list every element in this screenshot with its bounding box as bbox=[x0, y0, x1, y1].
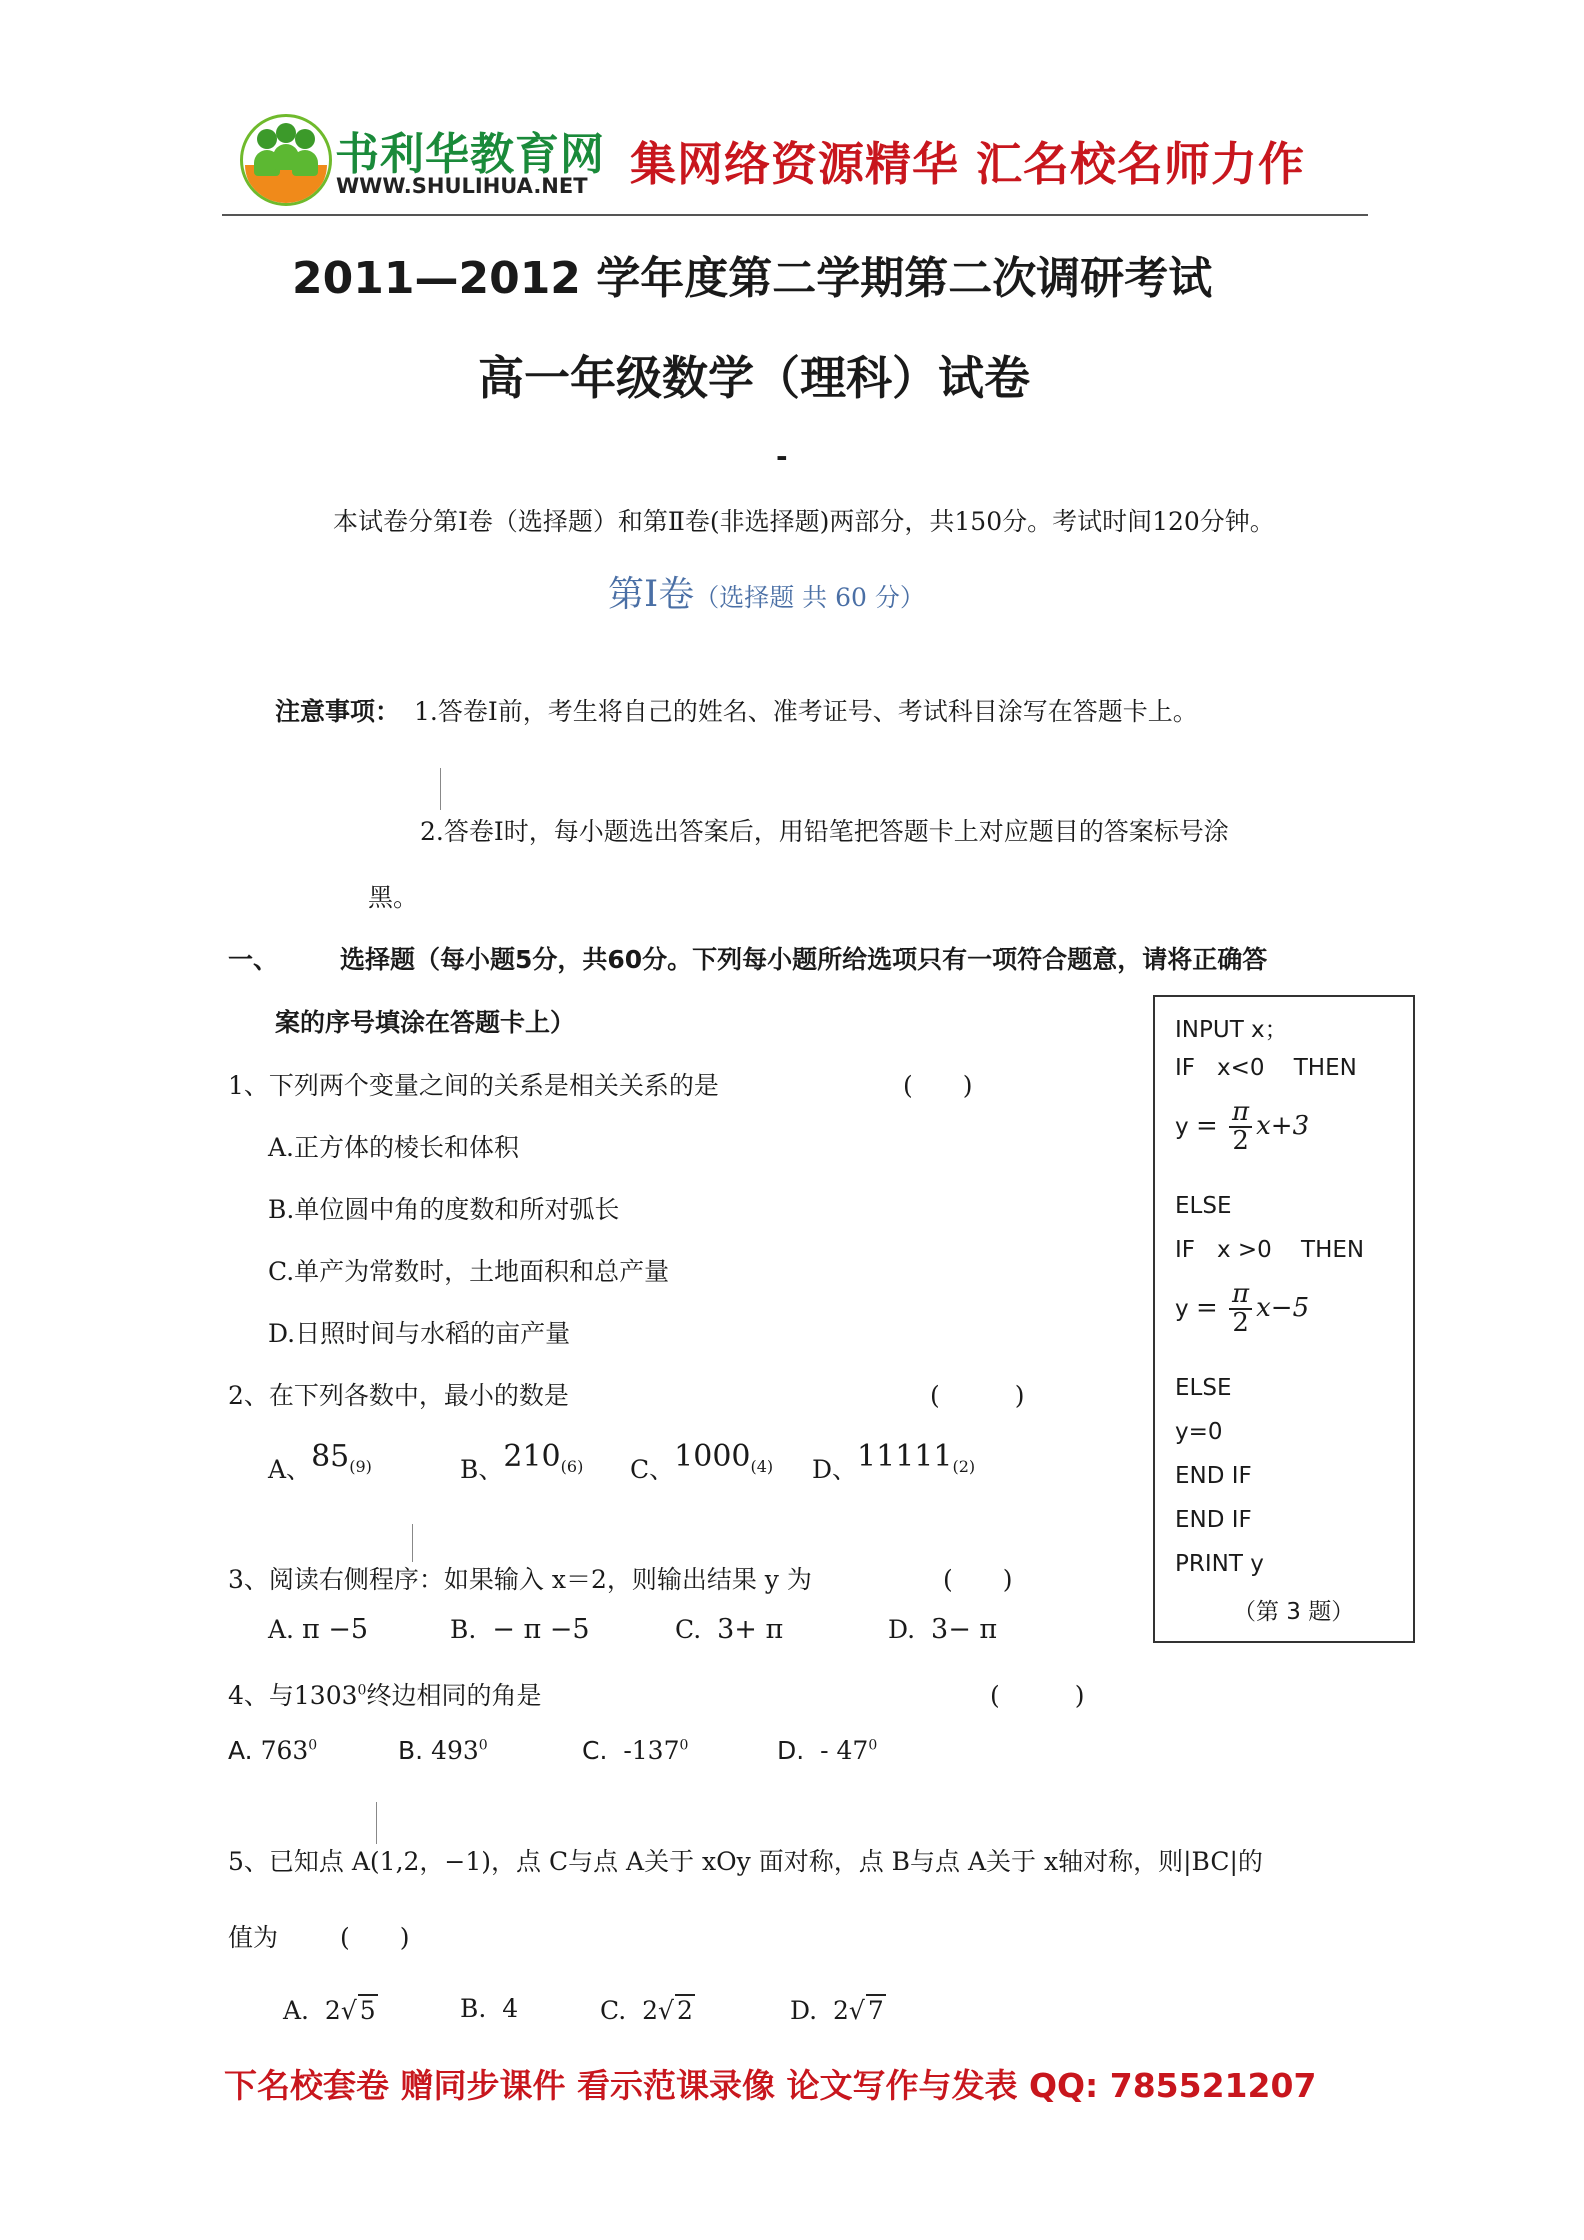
option-d-base: (2) bbox=[952, 1457, 976, 1476]
option-a-coefficient: 2 bbox=[324, 1996, 341, 2025]
option-a-radicand: 5 bbox=[359, 1996, 376, 2025]
option-b-label: B. bbox=[460, 1994, 487, 2023]
question-5-option-a: A. 2√ 5 bbox=[283, 1996, 376, 2025]
option-d-label: D. bbox=[790, 1996, 818, 2025]
notice-item-2: 2.答卷Ⅰ时，每小题选出答案后，用铅笔把答题卡上对应题目的答案标号涂 bbox=[420, 817, 1229, 846]
degree-sup: 0 bbox=[478, 1737, 488, 1754]
program-line-else-2: ELSE bbox=[1175, 1375, 1232, 1401]
option-c-label: C. bbox=[675, 1615, 702, 1644]
question-3-option-b bbox=[450, 1614, 590, 1645]
option-b-value: 4 bbox=[502, 1994, 519, 2023]
option-b-label: B、 bbox=[460, 1455, 504, 1484]
section-heading-main: 第Ⅰ卷 bbox=[608, 574, 695, 615]
question-5-stem-cont: 值为 bbox=[228, 1923, 279, 1952]
option-a-label: A. bbox=[268, 1615, 295, 1644]
option-a-value: π −5 bbox=[301, 1614, 369, 1645]
header-slogan: 集网络资源精华 汇名校名师力作 bbox=[630, 137, 1306, 191]
question-5-option-c: C. 2√ 2 bbox=[600, 1996, 693, 2025]
exam-title: 2011—2012 学年度第二学期第二次调研考试 bbox=[292, 253, 1213, 304]
intro-text: 本试卷分第Ⅰ卷（选择题）和第Ⅱ卷(非选择题)两部分，共150分。考试时间120分钟。 bbox=[333, 507, 1275, 536]
option-c-label: C. bbox=[600, 1996, 627, 2025]
part-heading-cont: 案的序号填涂在答题卡上） bbox=[275, 1008, 576, 1037]
question-1-answer-blank: ( ) bbox=[903, 1071, 973, 1100]
option-d-label: D、 bbox=[812, 1455, 858, 1484]
question-3-answer-blank: ( ) bbox=[943, 1565, 1013, 1594]
scan-mark bbox=[440, 768, 441, 810]
option-a-label: A. bbox=[283, 1996, 310, 2025]
option-b-base: (6) bbox=[560, 1457, 584, 1476]
option-a-number: 85 bbox=[311, 1439, 350, 1474]
question-2-option-b bbox=[460, 1438, 584, 1484]
question-4-option-b bbox=[398, 1736, 488, 1765]
program-line-assign-2: y = $\frac{\pi}{2}$ x−5 bbox=[1175, 1279, 1310, 1339]
part-heading: 选择题（每小题5分，共60分。下列每小题所给选项只有一项符合题意，请将正确答 bbox=[340, 945, 1268, 974]
question-4-answer-blank: ( ) bbox=[990, 1681, 1085, 1710]
option-c-label: C、 bbox=[630, 1455, 675, 1484]
option-d-value: 3− π bbox=[931, 1614, 998, 1645]
program-caption: （第 3 题） bbox=[1233, 1599, 1355, 1625]
degree-sup: 0 bbox=[868, 1737, 878, 1754]
question-3-option-a bbox=[268, 1614, 368, 1645]
question-1-option-d: D.日照时间与水稻的亩产量 bbox=[268, 1319, 571, 1348]
question-5-stem: 5、已知点 A(1,2，−1)，点 C与点 A关于 xOy 面对称，点 B与点 A关于 x轴对称，则|BC|的 bbox=[228, 1847, 1263, 1876]
program-line-endif-1: END IF bbox=[1175, 1463, 1252, 1489]
question-4-option-c bbox=[582, 1736, 688, 1765]
pi-over-2-fraction: $\frac{\pi}{2}$ bbox=[1229, 1281, 1252, 1338]
exam-subtitle: 高一年级数学（理科）试卷 bbox=[478, 351, 1030, 405]
question-2-option-c bbox=[630, 1438, 774, 1484]
question-4-stem bbox=[228, 1676, 541, 1712]
option-d-label: D. bbox=[777, 1736, 805, 1765]
question-1-stem: 1、下列两个变量之间的关系是相关关系的是 bbox=[228, 1071, 719, 1100]
option-c-coefficient: 2 bbox=[642, 1996, 658, 2025]
program-line-input: INPUT x； bbox=[1175, 1017, 1288, 1043]
option-b-value: − π −5 bbox=[492, 1614, 590, 1645]
notice-item-2-cont: 黑。 bbox=[368, 883, 419, 912]
option-d-coefficient: 2 bbox=[833, 1996, 849, 2025]
option-b-number: 210 bbox=[503, 1439, 561, 1474]
program-line-if-2: IF x >0 THEN bbox=[1175, 1237, 1365, 1263]
section-heading-sub: （选择题 共 60 分） bbox=[694, 583, 925, 612]
question-5-option-b bbox=[460, 1994, 518, 2023]
section-heading bbox=[608, 566, 925, 617]
option-a-label: A、 bbox=[268, 1455, 312, 1484]
question-3-option-d bbox=[888, 1614, 997, 1645]
scan-mark bbox=[412, 1524, 413, 1562]
question-4-stem-post: 终边相同的角是 bbox=[366, 1681, 542, 1710]
question-5-option-d: D. 2√ 7 bbox=[790, 1996, 884, 2025]
option-a-label: A. bbox=[228, 1736, 253, 1765]
notice-label: 注意事项： bbox=[275, 697, 401, 726]
option-d-number: 11111 bbox=[857, 1439, 953, 1474]
title-dash: - bbox=[776, 440, 788, 473]
option-c-label: C. bbox=[582, 1736, 608, 1765]
part-number: 一、 bbox=[228, 945, 279, 974]
brand-name: 书利华教育网 bbox=[335, 129, 605, 180]
option-a-base: (9) bbox=[349, 1457, 372, 1476]
header-rule bbox=[222, 214, 1368, 216]
program-box bbox=[1153, 995, 1415, 1643]
question-2-option-a bbox=[268, 1438, 372, 1484]
question-4-option-d bbox=[777, 1736, 877, 1765]
option-a-value: 763 bbox=[260, 1736, 309, 1765]
option-b-label: B. bbox=[450, 1615, 477, 1644]
question-1-option-a: A.正方体的棱长和体积 bbox=[268, 1133, 520, 1162]
question-2-answer-blank: ( ) bbox=[930, 1381, 1025, 1410]
brand-url: WWW.SHULIHUA.NET bbox=[336, 174, 588, 198]
pi-over-2-fraction: $\frac{\pi}{2}$ bbox=[1229, 1099, 1252, 1156]
option-d-radicand: 7 bbox=[867, 1996, 884, 2025]
option-b-label: B. bbox=[398, 1736, 424, 1765]
question-4-option-a bbox=[228, 1736, 317, 1765]
program-line-if-1: IF x<0 THEN bbox=[1175, 1055, 1357, 1081]
question-5-answer-blank: ( ) bbox=[340, 1923, 410, 1952]
degree-sup: 0 bbox=[308, 1737, 318, 1754]
option-c-value: 3+ π bbox=[717, 1614, 784, 1645]
program-line-print: PRINT y bbox=[1175, 1551, 1264, 1577]
option-d-label: D. bbox=[888, 1615, 916, 1644]
option-c-value: -137 bbox=[623, 1736, 680, 1765]
degree-sup: 0 bbox=[357, 1682, 367, 1699]
question-2-stem: 2、在下列各数中，最小的数是 bbox=[228, 1381, 569, 1410]
program-line-assign-3: y=0 bbox=[1175, 1419, 1223, 1445]
option-d-value: - 47 bbox=[820, 1736, 869, 1765]
question-1-option-c: C.单产为常数时，土地面积和总产量 bbox=[268, 1257, 670, 1286]
option-b-value: 493 bbox=[431, 1736, 479, 1765]
degree-sup: 0 bbox=[679, 1737, 689, 1754]
question-4-stem-pre: 4、与1303 bbox=[228, 1681, 358, 1710]
program-line-else-1: ELSE bbox=[1175, 1193, 1232, 1219]
site-logo bbox=[240, 114, 332, 206]
program-line-endif-2: END IF bbox=[1175, 1507, 1252, 1533]
option-c-number: 1000 bbox=[674, 1439, 751, 1474]
program-line-assign-1: y = $\frac{\pi}{2}$ x+3 bbox=[1175, 1097, 1310, 1157]
footer-banner: 下名校套卷 赠同步课件 看示范课录像 论文写作与发表 QQ: 785521207 bbox=[224, 2066, 1317, 2105]
question-2-option-d bbox=[812, 1438, 976, 1484]
option-c-base: (4) bbox=[750, 1457, 774, 1476]
option-c-radicand: 2 bbox=[676, 1996, 693, 2025]
question-1-option-b: B.单位圆中角的度数和所对弧长 bbox=[268, 1195, 620, 1224]
question-3-option-c bbox=[675, 1614, 783, 1645]
notice-item-1: 1.答卷Ⅰ前，考生将自己的姓名、准考证号、考试科目涂写在答题卡上。 bbox=[414, 697, 1198, 726]
scan-mark bbox=[376, 1802, 377, 1844]
question-3-stem: 3、阅读右侧程序：如果输入 x＝2，则输出结果 y 为 bbox=[228, 1565, 812, 1594]
